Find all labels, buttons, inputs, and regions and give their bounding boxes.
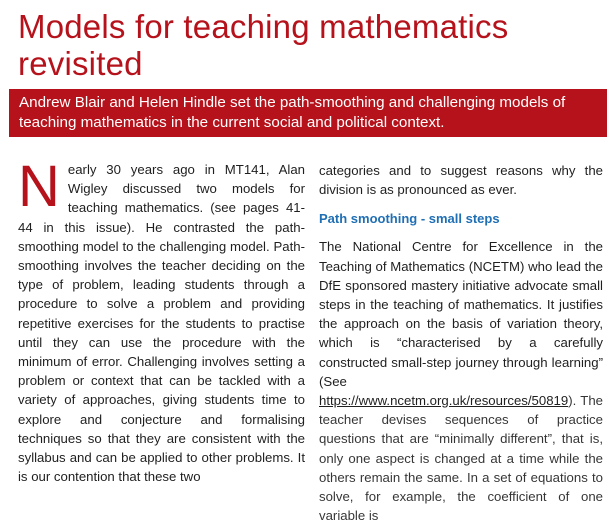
right-column <box>319 161 603 525</box>
left-column-paragraph: early 30 years ago in MT141, Alan Wigley discussed two models for teaching mathematics. (see pages 41-44 in this issue). He contrasted the path-smoothing model to the challenging model. Path-smoothing involves the teacher deciding on the type of problem, leading students through a procedure to solve a problem and providing repetitive exercises for the students to practise until they can use the procedure with the minimum of error. Challenging involves setting a problem or context that can be tackled with a variety of approaches, giving students time to explore and conjecture and formalising techniques so that they are consistent with the syllabus and can be applied to other problems. It is our contention that these two <box>18 162 305 485</box>
standfirst-text: Andrew Blair and Helen Hindle set the path-smoothing and challenging models of teaching mathematics in the current social and political context. <box>19 94 566 131</box>
paragraph-text-before-link: The National Centre for Excellence in the Teaching of Mathematics (NCETM) who lead the DfE sponsored mastery initiative advocate small steps in the teaching of mathematics. It justifies the approach on the basis of variation theory, which is “characterised by a carefully constructed small-step journey through learning” (See <box>319 239 603 389</box>
drop-cap: N <box>18 154 60 219</box>
article-title <box>18 8 608 82</box>
standfirst-banner <box>9 89 607 137</box>
section-subheading: Path smoothing - small steps <box>319 211 500 227</box>
right-column-intro: categories and to suggest reasons why the division is as pronounced as ever. <box>319 163 603 198</box>
right-column-paragraph <box>319 237 603 525</box>
article-title-line-1: Models for teaching mathematics <box>18 8 509 45</box>
ncetm-resource-link[interactable]: https://www.ncetm.org.uk/resources/50819 <box>319 393 569 409</box>
article-title-line-2: revisited <box>18 45 143 82</box>
paragraph-text-after-link: ). The teacher devises sequences of practice questions that are “minimally different”, that is, only one aspect is changed at a time while the others remain the same. In a set of equations to solve, for example, the coefficient of one variable is <box>319 393 603 524</box>
left-column <box>18 154 305 486</box>
